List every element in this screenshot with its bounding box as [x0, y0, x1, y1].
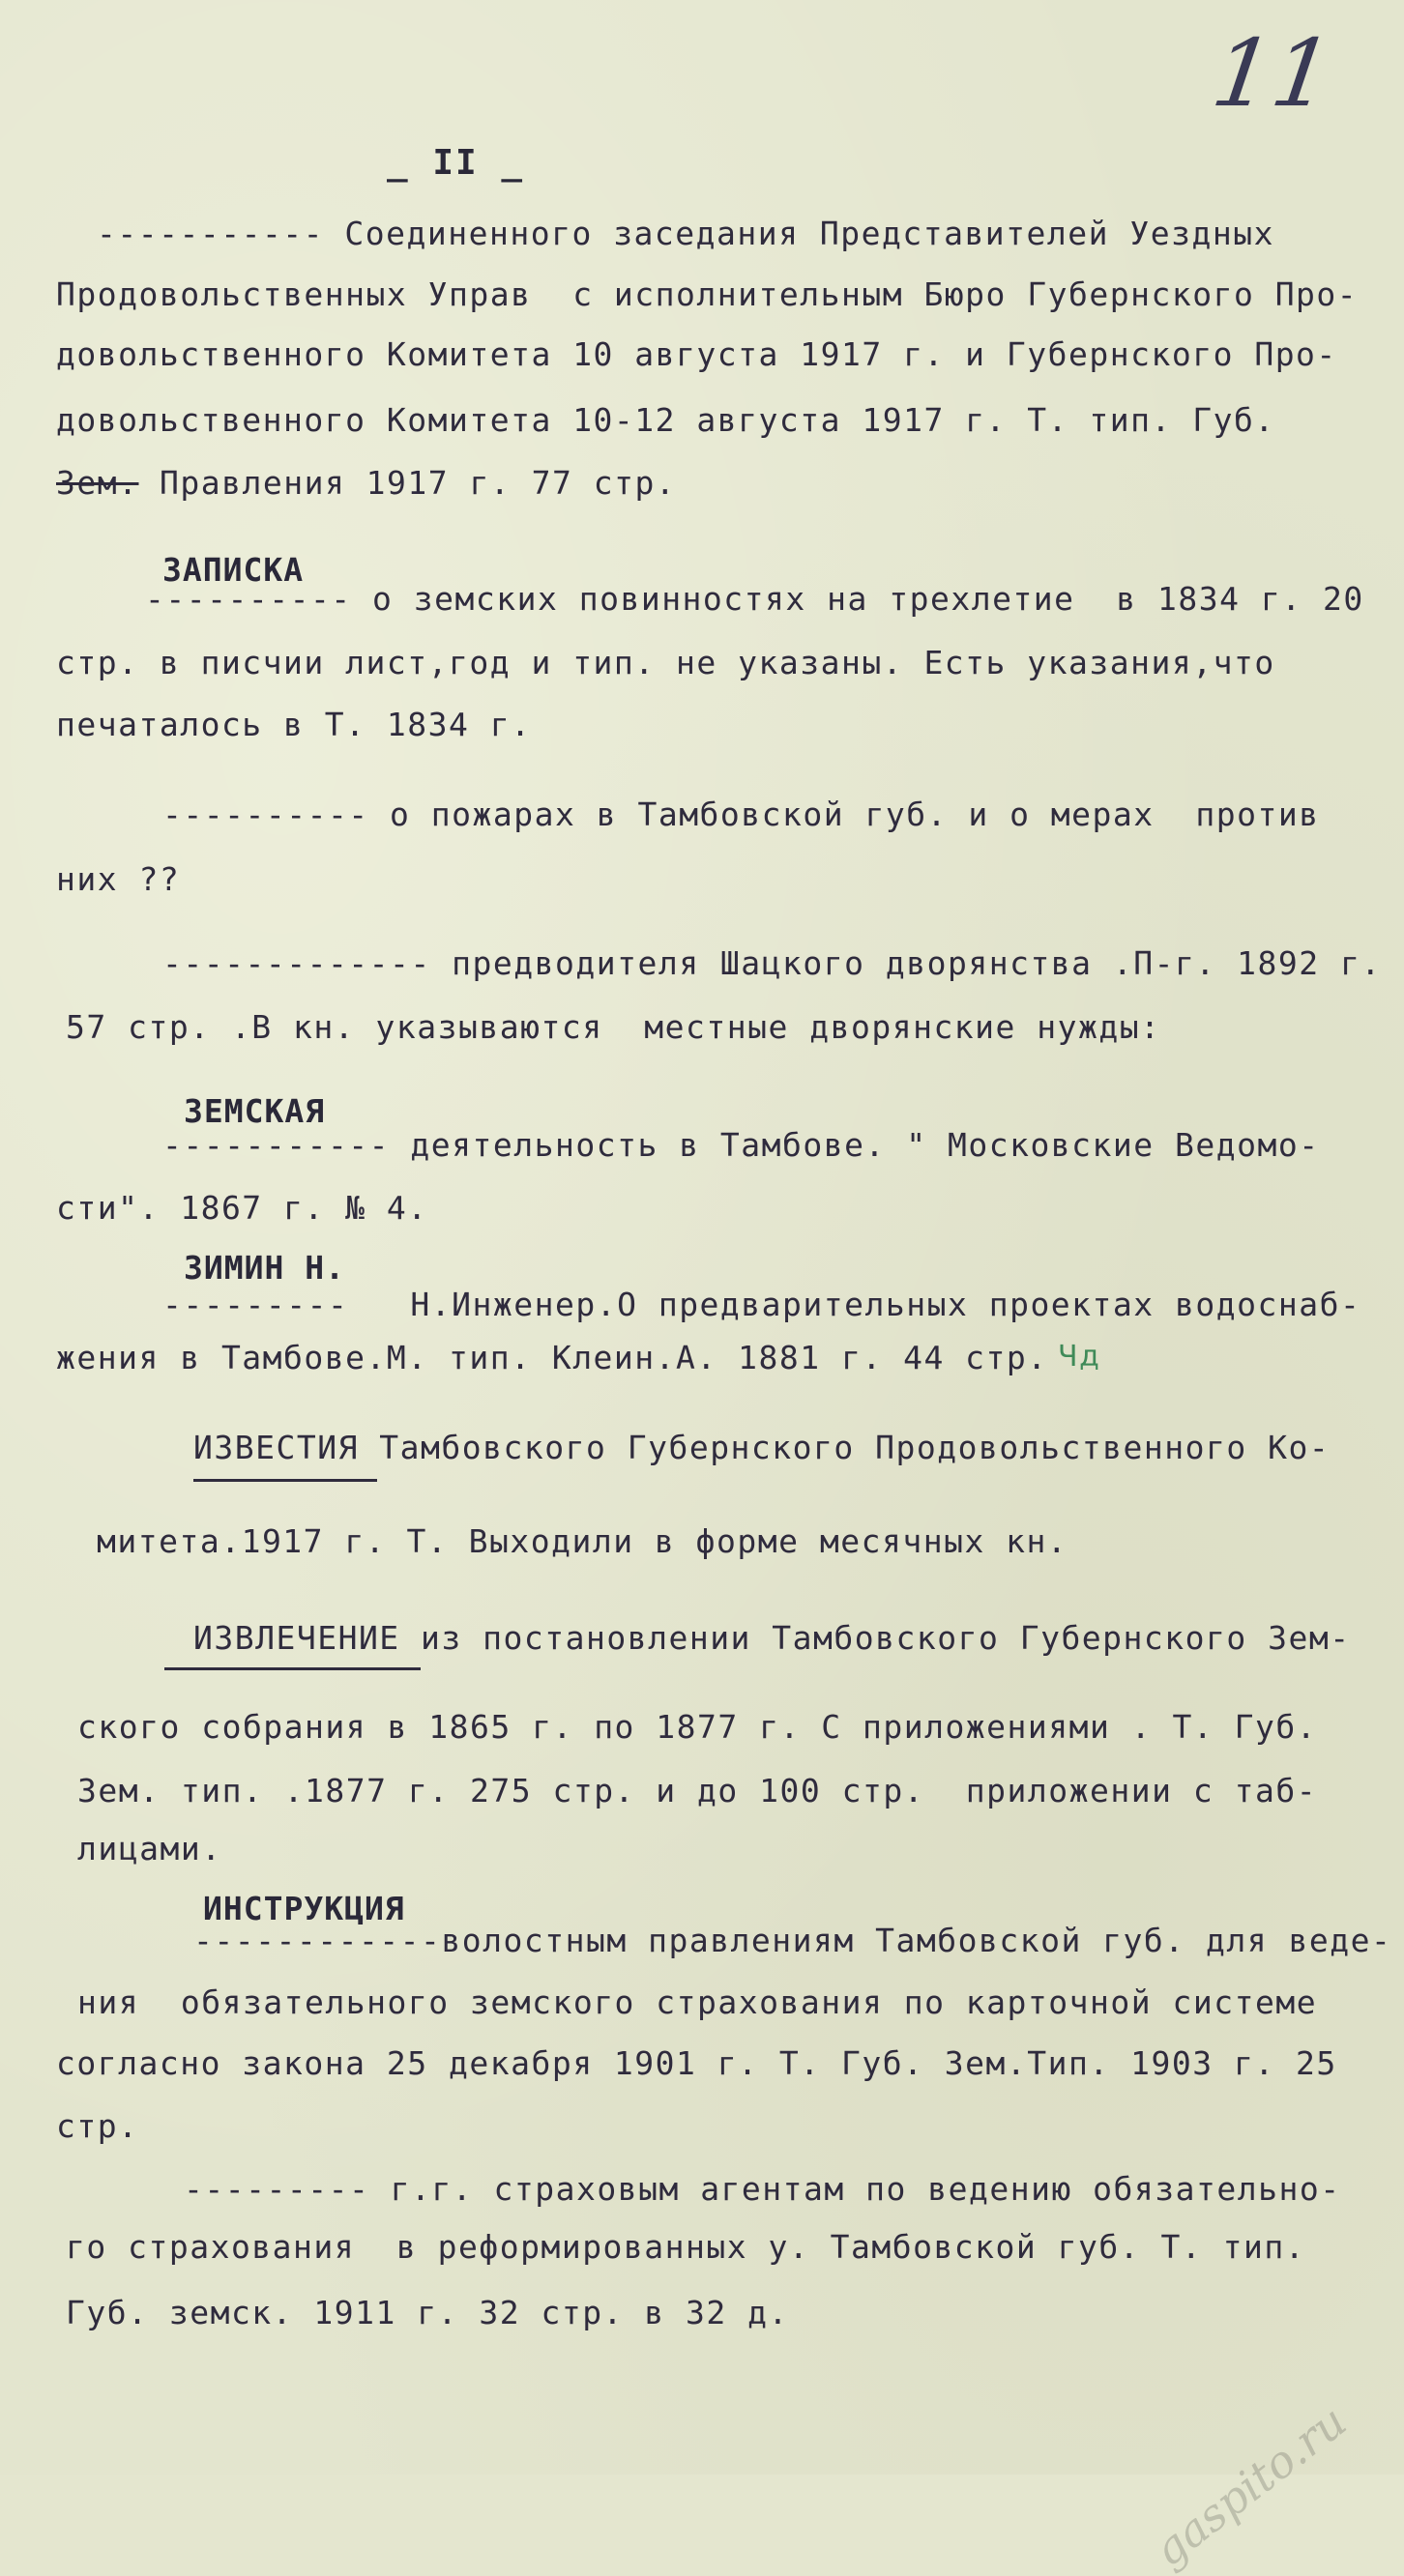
entry-line: довольственного Комитета 10-12 августа 1917 г. Т. тип. Губ.: [56, 401, 1275, 439]
entry-line: 57 стр. .В кн. указываются местные дворянские нужды:: [66, 1008, 1161, 1046]
entry-line: довольственного Комитета 10 августа 1917 г. и Губернского Про-: [56, 335, 1337, 373]
entry-heading: ЗАПИСКА: [162, 551, 305, 589]
entry-line: ---------- о пожарах в Тамбовской губ. и о мерах против: [162, 796, 1320, 833]
entry-line: ния обязательного земского страхования по карточной системе: [77, 1983, 1318, 2021]
entry-line: лицами.: [77, 1830, 222, 1867]
page-number: _ II _: [387, 143, 525, 183]
entry-heading: ЗИМИН Н.: [184, 1249, 345, 1287]
entry-line: Губ. земск. 1911 г. 32 стр. в 32 д.: [66, 2294, 789, 2331]
entry-heading: ЗЕМСКАЯ: [184, 1092, 326, 1130]
entry-line: ------------волостным правлениям Тамбовской губ. для веде-: [193, 1922, 1392, 1959]
entry-line: согласно закона 25 декабря 1901 г. Т. Губ. Зем.Тип. 1903 г. 25: [56, 2044, 1337, 2082]
entry-line: ИЗВЛЕЧЕНИЕ из постановлении Тамбовского Губернского Зем-: [193, 1619, 1351, 1657]
entry-line: Зем. тип. .1877 г. 275 стр. и до 100 стр. приложении с таб-: [77, 1772, 1318, 1809]
entry-line: --------- Н.Инженер.О предварительных проектах водоснаб-: [162, 1286, 1361, 1323]
entry-line: сти". 1867 г. № 4.: [56, 1189, 428, 1227]
heading-underline: [164, 1667, 421, 1670]
entry-line: ------------- предводителя Шацкого дворянства .П-г. 1892 г.: [162, 944, 1382, 982]
archive-page-number: 11: [1206, 19, 1340, 128]
entry-line: них ??: [56, 860, 181, 898]
entry-line: жения в Тамбове.М. тип. Клеин.А. 1881 г. 44 стр.: [56, 1339, 1048, 1376]
entry-line: стр. в писчии лист,год и тип. не указаны. Есть указания,что: [56, 644, 1275, 681]
watermark: gaspito.ru: [1143, 2394, 1356, 2576]
entry-line: стр.: [56, 2107, 139, 2145]
entry-line: го страхования в реформированных у. Тамбовской губ. Т. тип.: [66, 2228, 1306, 2266]
struck-word: Зем.: [56, 464, 139, 502]
entry-line: Продовольственных Управ с исполнительным Бюро Губернского Про-: [56, 275, 1359, 313]
margin-note: Чд: [1058, 1340, 1101, 1374]
entry-line: печаталось в Т. 1834 г.: [56, 706, 532, 743]
entry-line: --------- г.г. страховым агентам по ведению обязательно-: [184, 2170, 1341, 2208]
entry-line: ---------- о земских повинностях на трехлетие в 1834 г. 20: [145, 580, 1364, 618]
entry-line: ----------- Соединенного заседания Представителей Уездных: [97, 215, 1274, 252]
entry-heading: ИНСТРУКЦИЯ: [203, 1890, 405, 1927]
entry-line: митета.1917 г. Т. Выходили в форме месячных кн.: [97, 1522, 1068, 1560]
entry-line: ского собрания в 1865 г. по 1877 г. С приложениями . Т. Губ.: [77, 1708, 1318, 1746]
heading-underline: [193, 1479, 377, 1482]
entry-line: ----------- деятельность в Тамбове. " Московские Ведомо-: [162, 1126, 1320, 1164]
entry-line: Правления 1917 г. 77 стр.: [160, 464, 677, 502]
entry-line: ИЗВЕСТИЯ Тамбовского Губернского Продовольственного Ко-: [193, 1429, 1331, 1466]
